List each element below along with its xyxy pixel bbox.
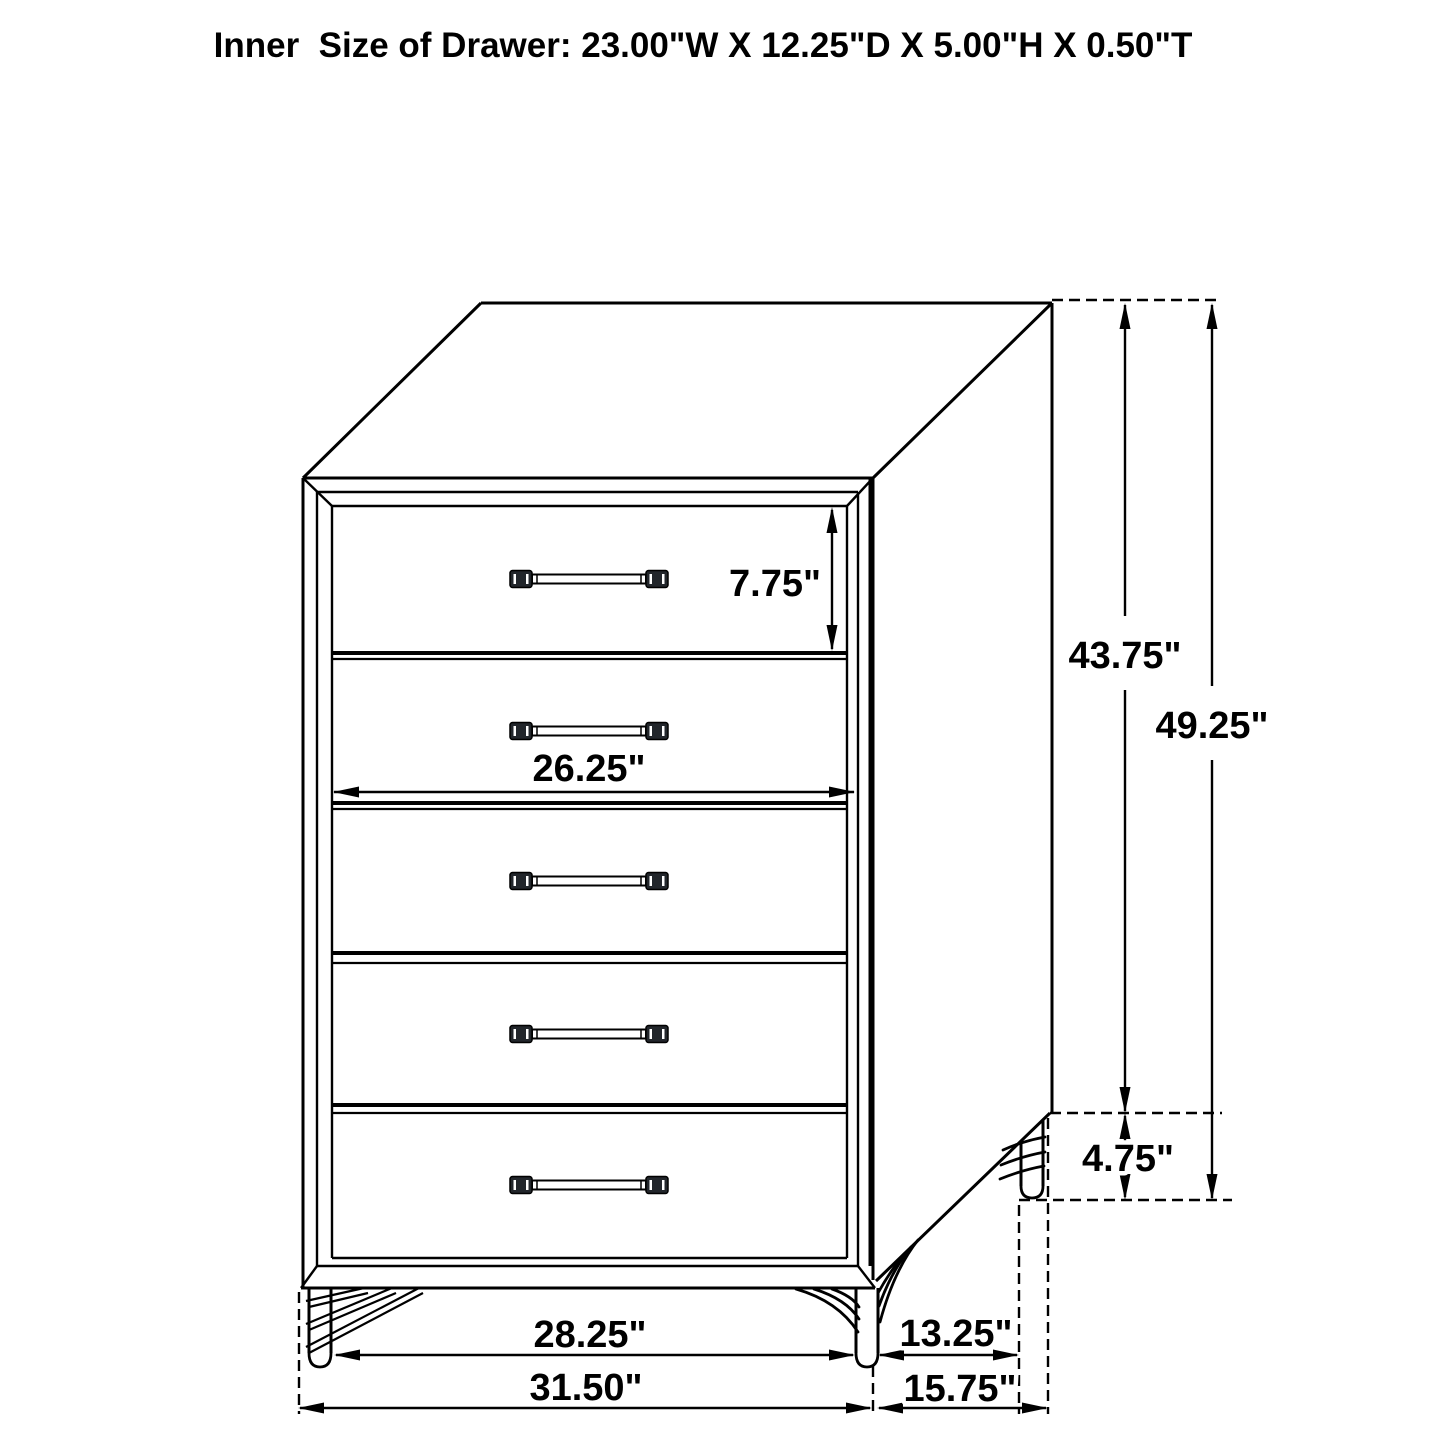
outline-line bbox=[873, 303, 1052, 478]
dim-leg-height-arrowhead bbox=[1120, 1113, 1131, 1139]
drawer-handle-cap-slit bbox=[526, 1029, 529, 1039]
drawer-handle-cap-slit bbox=[650, 876, 653, 886]
drawer-handle-bar bbox=[532, 1030, 646, 1039]
dim-label-drawer-width: 26.25" bbox=[532, 748, 646, 790]
drawer-handle-cap-slit bbox=[526, 574, 529, 584]
drawer-handle-bar bbox=[532, 727, 646, 736]
drawer-handle-cap-slit bbox=[662, 1180, 665, 1190]
dim-drawer-width-arrowhead bbox=[829, 787, 855, 798]
dim-total-depth-arrowhead bbox=[877, 1403, 903, 1414]
drawer-handle-cap-slit bbox=[514, 726, 517, 736]
dim-drawer-width-arrowhead bbox=[333, 787, 359, 798]
drawer-handle-cap bbox=[510, 1177, 532, 1194]
drawer-handle-bar bbox=[532, 575, 646, 584]
dim-label-side-leg-span: 13.25" bbox=[899, 1313, 1013, 1355]
wires-line bbox=[306, 1288, 364, 1301]
drawer-handle-cap bbox=[646, 723, 668, 740]
dim-front-leg-span-arrowhead bbox=[829, 1350, 855, 1361]
drawer-handle-cap bbox=[646, 571, 668, 588]
drawer-handle-cap-slit bbox=[662, 574, 665, 584]
drawer-handle-bar bbox=[532, 877, 646, 886]
drawer-handle-cap bbox=[646, 873, 668, 890]
dim-drawer-front-height-arrowhead bbox=[827, 507, 838, 533]
drawer-handle-cap-slit bbox=[650, 1029, 653, 1039]
drawer-handle-cap-slit bbox=[526, 876, 529, 886]
dim-label-front-leg-span: 28.25" bbox=[533, 1314, 647, 1356]
dim-total-width-arrowhead bbox=[298, 1403, 324, 1414]
drawer-handle-cap-slit bbox=[650, 1180, 653, 1190]
drawer-handle-cap bbox=[510, 571, 532, 588]
drawer-handle-cap bbox=[510, 873, 532, 890]
dim-total-depth-arrowhead bbox=[1022, 1403, 1048, 1414]
drawer-handle-cap-slit bbox=[526, 1180, 529, 1190]
drawer-handle-cap-slit bbox=[662, 1029, 665, 1039]
wires-line bbox=[309, 1293, 396, 1330]
drawer-handle-cap-slit bbox=[514, 876, 517, 886]
dim-label-drawer-front-height: 7.75" bbox=[729, 563, 821, 605]
wires-line bbox=[306, 1288, 392, 1324]
dimension-labels bbox=[214, 26, 1269, 1410]
dim-case-height-arrowhead bbox=[1120, 1087, 1131, 1113]
leg-detail-path bbox=[309, 1353, 331, 1367]
page-title: Inner Size of Drawer: 23.00"W X 12.25"D X 5.00"H X 0.50"T bbox=[213, 26, 1193, 65]
drawer-handle-cap-slit bbox=[514, 1029, 517, 1039]
dim-label-case-height: 43.75" bbox=[1068, 635, 1182, 677]
drawer-handle-cap bbox=[510, 1026, 532, 1043]
drawer-handle-cap-slit bbox=[662, 876, 665, 886]
drawer-handle-cap-slit bbox=[514, 1180, 517, 1190]
wires-line bbox=[309, 1293, 368, 1307]
leg-detail-path bbox=[1021, 1186, 1043, 1198]
drawer-handle-cap-slit bbox=[526, 726, 529, 736]
outline-line bbox=[303, 303, 481, 478]
drawer-handle-cap bbox=[646, 1026, 668, 1043]
dim-total-height-arrowhead bbox=[1207, 1174, 1218, 1200]
drawer-handle-cap bbox=[646, 1177, 668, 1194]
dim-drawer-front-height-arrowhead bbox=[827, 625, 838, 651]
drawer-handle-cap-slit bbox=[662, 726, 665, 736]
leg-detail-path bbox=[856, 1353, 878, 1367]
drawer-handle-cap-slit bbox=[650, 574, 653, 584]
dim-label-total-height: 49.25" bbox=[1155, 705, 1269, 747]
leg-detail-path bbox=[814, 1289, 859, 1319]
dim-label-total-depth: 15.75" bbox=[903, 1368, 1017, 1410]
dim-label-leg-height: 4.75" bbox=[1082, 1138, 1174, 1180]
drawer-handle-cap-slit bbox=[514, 574, 517, 584]
dim-label-total-width: 31.50" bbox=[529, 1367, 643, 1409]
drawer-handle-cap-slit bbox=[650, 726, 653, 736]
drawer-handle-bar bbox=[532, 1181, 646, 1190]
dim-total-width-arrowhead bbox=[846, 1403, 872, 1414]
dim-front-leg-span-arrowhead bbox=[334, 1350, 360, 1361]
drawer-handle-cap bbox=[510, 723, 532, 740]
dim-total-height-arrowhead bbox=[1207, 303, 1218, 329]
drawing-layer bbox=[298, 300, 1232, 1414]
dim-case-height-arrowhead bbox=[1120, 303, 1131, 329]
